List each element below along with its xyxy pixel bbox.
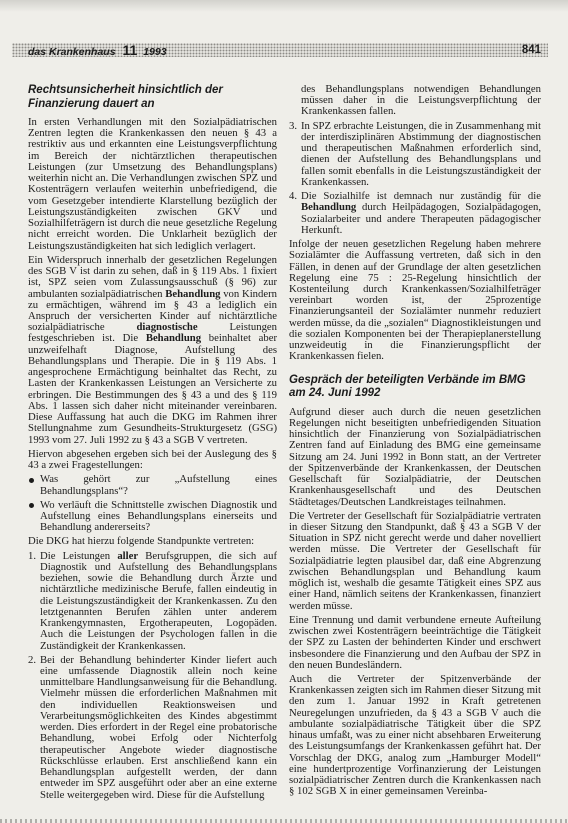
- bullet-text: Wo verläuft die Schnittstelle zwischen Diagnostik und Aufstellung eines Behandlungsplans einerseits und Behandlung andererseits?: [40, 498, 277, 534]
- text-run: beinhaltet aber unzweifelhaft Diagnose, Aufstellung des Behandlungsplans und Therapie. Die in § 119 Abs. 1 angesprochene Ermächtigung beinhaltet das Recht, zu Lasten der Krankenkassen Leistungen an Versicherte zu erbringen. Die Bestimmungen des § 43 a und des § 119 Abs. 1 lassen sich daher nicht miteinander vereinbaren. Diese Auffassung hat auch die DKG im Rahmen ihrer Stellungnahme zum Gesundheits-Strukturgesetz (GSG) 1993 vom 27. Juli 1992 zu § 43 a SGB V vertreten.: [28, 332, 277, 446]
- paragraph: [28, 255, 277, 446]
- section-heading: Rechtsunsicherheit hinsichtlich der Finanzierung dauert an: [28, 84, 223, 110]
- emphasized-text: Behandlung: [301, 201, 357, 214]
- emphasized-text: diagnostische: [136, 321, 198, 334]
- item-number: 2.: [28, 653, 37, 666]
- bullet-icon: [29, 478, 34, 483]
- page-number: 841: [521, 44, 541, 56]
- section-heading: Gespräch der beteiligten Verbände im BMG am 24. Juni 1992: [289, 373, 526, 400]
- numbered-item: [28, 655, 277, 801]
- paragraph: Hiervon abgesehen ergeben sich bei der Auslegung des § 43 a zwei Fragestellungen:: [28, 447, 277, 472]
- bullet-text: Was gehört zur „Aufstellung eines Behandlungsplans“?: [40, 473, 277, 497]
- numbered-item: [289, 121, 541, 188]
- emphasized-text: aller: [117, 549, 139, 562]
- item-text: In SPZ erbrachte Leistungen, die in Zusammenhang mit der interdisziplinären Abstimmung der diagnostischen und therapeutischen Maßnahmen erforderlich sind, dienen der Aufstellung des Behandlungsplans und fallen somit ebenfalls in die Leistungszuständigkeit der Krankenkassen.: [301, 119, 541, 188]
- paragraph: Aufgrund dieser auch durch die neuen gesetzlichen Regelungen nicht beseitigten unbefriedigenden Situation hinsichtlich der Finanzierung von Sozialpädiatrischen Zentren fand auf Einladung des BMG eine gemeinsame Sitzung am 24. Juni 1992 in Bonn statt, an der Vertreter der Spitzenverbände der Krankenkassen, der Deutschen Gesellschaft für Sozialpädiatrie, der Deutschen Krankenhausgesellschaft und des Deutschen Städtetages/Deutschen Landkreistages teilnahmen.: [289, 405, 541, 508]
- bullet-item: [28, 474, 277, 496]
- issue-year: 1993: [143, 46, 167, 58]
- emphasized-text: Behandlung: [165, 287, 221, 300]
- text-run: von Kindern zu ermächtigen, während im § 43 a lediglich ein Anspruch der versicherten Kinder auf nichtärztliche sozialpädiatrische: [28, 287, 277, 334]
- numbered-item-continuation: [289, 84, 541, 118]
- emphasized-text: Behandlung: [145, 332, 202, 345]
- numbered-item: [28, 551, 277, 652]
- text-run: Die Leistungen: [40, 549, 118, 562]
- scan-edge-top: [0, 0, 568, 12]
- bullet-icon: [29, 503, 34, 508]
- paragraph: Auch die Vertreter der Spitzenverbände der Krankenkassen zeigten sich im Rahmen dieser Sitzung mit den zum 1. Januar 1992 in Kraft getretenen Neuregelungen unzufrieden, da § 43 a SGB V auch die ambulante sozialpädiatrische Tätigkeit über die SPZ hinaus umfaßt, was zu einer nicht absehbaren Erweiterung des Leistungsumfangs der Krankenkassen geführt hat. Der Vorschlag der DKG, analog zum „Hamburger Modell“ eine hundertprozentige Vorfinanzierung der Leistungen sozialpädiatrischer Zentren durch die Krankenkassen nach § 102 SGB X in einer gemeinsamen Vereinba-: [289, 673, 541, 798]
- numbered-item: [289, 191, 541, 236]
- paragraph: Die DKG hat hierzu folgende Standpunkte vertreten:: [28, 535, 255, 548]
- item-text: [301, 190, 541, 236]
- left-column: [28, 84, 277, 818]
- text-run: Berufsgruppen, die sich auf Diagnostik und Aufstellung des Behandlungsplans beziehen, sowie die Behandlung durch Ärzte und nichtärztliche medizinische Berufe, fallen eindeutig in die Leistungszuständigkeit der Krankenkassen. Zu den letztgenannten Berufen zählen unter anderem Krankengymnasten, Ergotherapeuten, Logopäden. Auch die Leistungen der Psychologen fallen in die Zuständigkeit der Krankenkassen.: [40, 549, 277, 652]
- right-column: [289, 84, 541, 818]
- item-number: 3.: [289, 119, 298, 132]
- journal-title: das Krankenhaus: [28, 46, 116, 58]
- paragraph: Eine Trennung und damit verbundene erneute Aufteilung zwischen zwei Kostenträgern beeinträchtige die Tätigkeit der SPZ zu Lasten der behinderten Kinder und erschwert insbesondere die Finanzierung und den Aufbau der SPZ in den neuen Bundesländern.: [289, 613, 541, 671]
- bullet-item: [28, 500, 277, 534]
- scan-edge-bottom: [0, 819, 568, 823]
- item-number: 1.: [28, 549, 37, 562]
- text-run: Ein Widerspruch innerhalb der gesetzlichen Regelungen des SGB V ist darin zu sehen, daß in § 119 Abs. 1 fixiert ist, SPZ seien vom Zulassungsausschuß (§ 96) zur ambulanten sozialpädiatrischen: [28, 253, 277, 300]
- running-header: [28, 40, 167, 60]
- paragraph: In ersten Verhandlungen mit den Sozialpädiatrischen Zentren legten die Krankenkassen den neuen § 43 a restriktiv aus und erkannten eine Leistungsverpflichtung im Bereich der nichtärztlichen therapeutischen Leistungen (zur Umsetzung des Behandlungsplans) weiterhin nicht an. Die Verhandlungen zwischen SPZ und Kostenträgern verlaufen weiterhin unbefriedigend, die vom Gesetzgeber intendierte Klarstellung bezüglich der Leistungszuständigkeiten zwischen GKV und Sozialhilfeträgern ist durch die neue gesetzliche Regelung nicht erreicht worden. Die Unklarheit bezüglich der Leistungszuständigkeiten hat sich lediglich verlagert.: [28, 116, 277, 252]
- item-number: 4.: [289, 190, 298, 203]
- item-text: Bei der Behandlung behinderter Kinder liefert auch eine umfassende Diagnostik allein noch keine unmittelbare Handlungsanweisung für die Behandlung. Vielmehr müssen die erforderlichen Maßnahmen mit den individuellen Reaktionsweisen und Verarbeitungsmöglichkeiten des Kindes abgestimmt werden. Dies erfordert in der Regel eine probatorische Behandlung, wobei Erfolg oder Nichterfolg therapeutischer Angebote wieder diagnostische Rückschlüsse erlauben. Erst anschließend kann ein Behandlungsplan aufgestellt werden, der dann entweder im SPZ ausgeführt oder aber an eine externe Stelle weitergegeben wird. Diese für die Aufstellung: [40, 653, 277, 801]
- text-run: durch Heilpädagogen, Sozialpädagogen, Sozialarbeiter und andere Therapeuten pädagogischer Herkunft.: [301, 201, 541, 236]
- paragraph: Infolge der neuen gesetzlichen Regelung haben mehrere Sozialämter die Auffassung vertreten, daß sich in den Fällen, in denen auf der Grundlage der alten gesetzlichen Regelung eine 75 : 25-Regelung hinsichtlich der Kostenteilung durch Krankenkassen/Sozialhilfeträger vereinbart worden ist, der 25prozentige Finanzierungsanteil der Sozialämter nunmehr reduziert werden müsse, da die „sozialen“ Diagnostikleistungen und die sozialen Komponenten bei der Therapieplanerstellung unzweideutig in die Finanzierungspflicht der Krankenkassen fielen.: [289, 238, 541, 363]
- paragraph: Die Vertreter der Gesellschaft für Sozialpädiatrie vertraten in dieser Sitzung den Standpunkt, daß § 43 a SGB V der Situation in SPZ nicht gerecht werde und daher novelliert werden müsse. Die Vertreter der Gesellschaft für Sozialpädiatrie legten plausibel dar, daß eine Abgrenzung zwischen Behandlungsplan und Behandlung kaum möglich ist, weshalb die gesamte Tätigkeit eines SPZ aus einer Hand, nämlich seitens der Krankenkassen, finanziert werden müsse.: [289, 509, 541, 612]
- text-run: Die Sozialhilfe ist demnach nur zuständig für die: [301, 190, 541, 203]
- item-text: des Behandlungsplans notwendigen Behandlungen müssen daher in die Leistungsverpflichtung der Krankenkassen fallen.: [301, 84, 541, 118]
- text-run: Leistungen festgeschrieben ist. Die: [28, 321, 277, 345]
- issue-number: 11: [122, 42, 138, 58]
- item-text: [40, 550, 277, 652]
